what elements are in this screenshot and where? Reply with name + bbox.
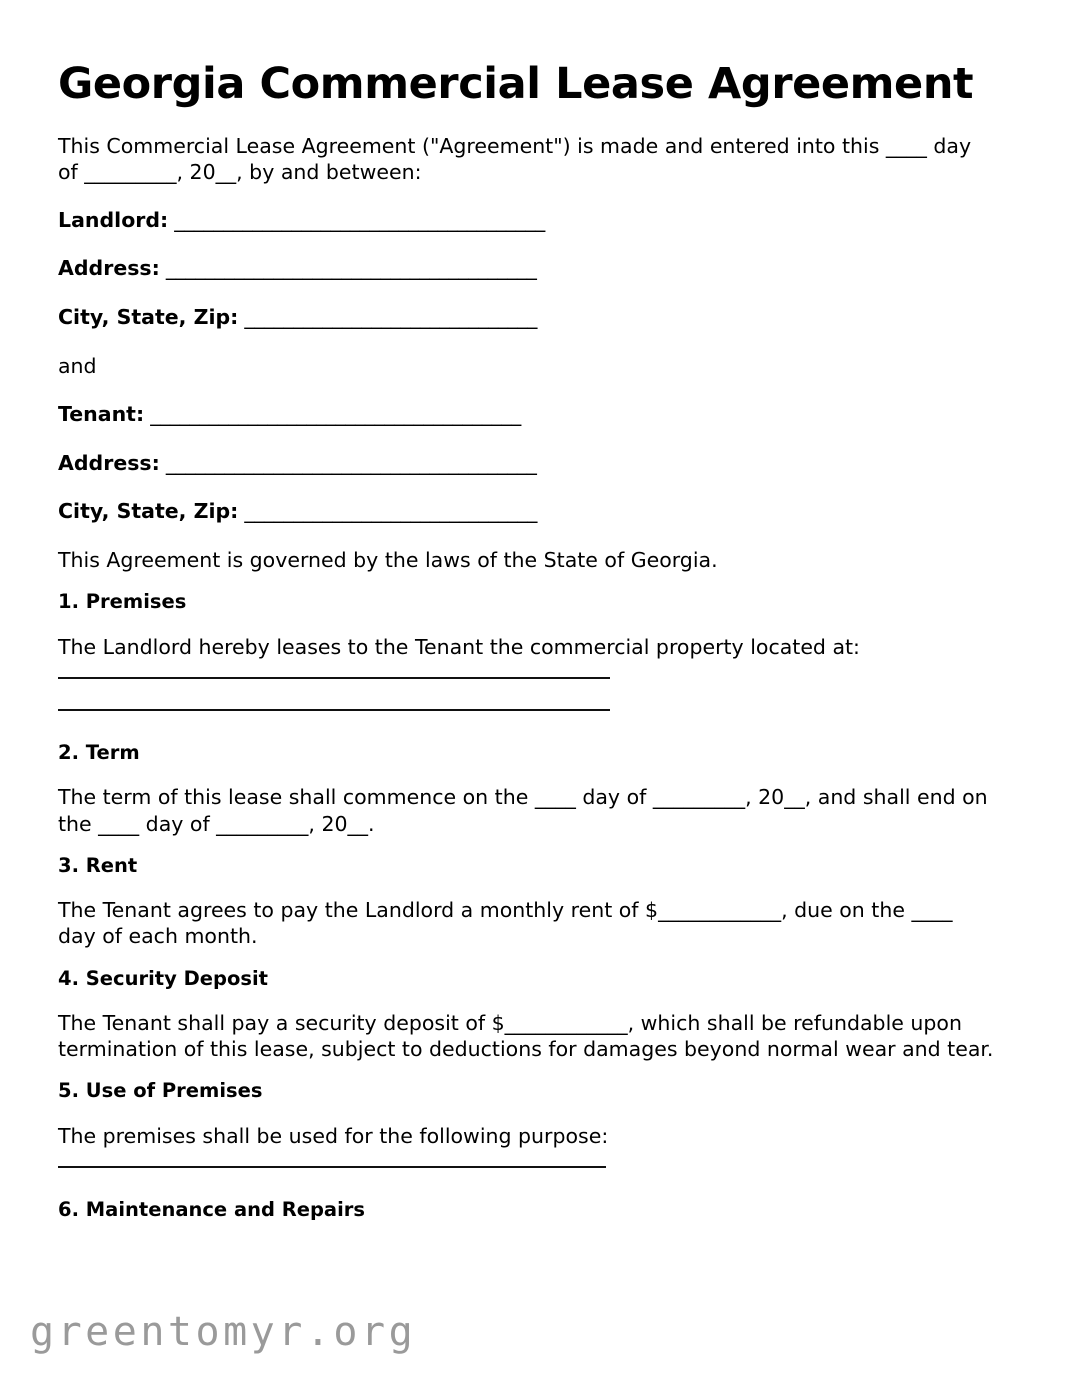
section-body-term: The term of this lease shall commence on the ____ day of _________, 20__, and shall end on the ____ day of _________, 20__.: [58, 785, 988, 836]
section-heading-premises: 1. Premises: [58, 590, 187, 614]
use-of-premises-blank-line[interactable]: [58, 1166, 606, 1168]
section-heading-term: 2. Term: [58, 740, 140, 764]
landlord-address-field: [58, 255, 995, 282]
landlord-city-state-zip-blank[interactable]: ______________________________: [238, 304, 537, 329]
landlord-city-state-zip-label: City, State, Zip:: [58, 304, 239, 329]
premises-address-blank-line-2[interactable]: [58, 709, 610, 711]
landlord-name-field: [58, 207, 995, 234]
tenant-city-state-zip-field: [58, 498, 995, 525]
landlord-address-label: Address:: [58, 256, 160, 281]
section-heading-security-deposit: 4. Security Deposit: [58, 966, 268, 990]
section-body-use-of-premises: The premises shall be used for the following purpose:: [58, 1123, 609, 1148]
section-body-rent: The Tenant agrees to pay the Landlord a monthly rent of $____________, due on the ____ day of each month.: [58, 898, 953, 949]
tenant-city-state-zip-label: City, State, Zip:: [58, 499, 239, 524]
landlord-city-state-zip-field: [58, 304, 995, 331]
tenant-address-field: [58, 450, 995, 477]
tenant-address-blank[interactable]: ______________________________________: [159, 450, 537, 475]
page-title: Georgia Commercial Lease Agreement: [58, 59, 974, 109]
tenant-name-field: [58, 401, 995, 428]
section-body-security-deposit: The Tenant shall pay a security deposit of $____________, which shall be refundable upon termination of this lease, subject to deductions for damages beyond normal wear and tear.: [58, 1011, 994, 1062]
landlord-name-label: Landlord:: [58, 207, 169, 232]
premises-address-blank-line-1[interactable]: [58, 677, 610, 679]
section-heading-rent: 3. Rent: [58, 853, 138, 877]
section-heading-use-of-premises: 5. Use of Premises: [58, 1079, 263, 1103]
landlord-address-blank[interactable]: ______________________________________: [159, 256, 537, 281]
site-watermark: greentomyr.org: [30, 1309, 417, 1355]
governing-law-paragraph: This Agreement is governed by the laws of the State of Georgia.: [58, 548, 718, 573]
intro-paragraph: This Commercial Lease Agreement ("Agreement") is made and entered into this ____ day of _________, 20__, by and between:: [58, 134, 972, 185]
landlord-name-blank[interactable]: ______________________________________: [168, 207, 545, 232]
tenant-address-label: Address:: [58, 450, 160, 475]
parties-conjunction: and: [58, 353, 97, 378]
section-body-premises: The Landlord hereby leases to the Tenant the commercial property located at:: [58, 634, 860, 659]
tenant-city-state-zip-blank[interactable]: ______________________________: [238, 499, 537, 524]
tenant-name-blank[interactable]: ______________________________________: [144, 402, 521, 427]
section-heading-maintenance-and-repairs: 6. Maintenance and Repairs: [58, 1198, 365, 1222]
tenant-name-label: Tenant:: [58, 402, 145, 427]
